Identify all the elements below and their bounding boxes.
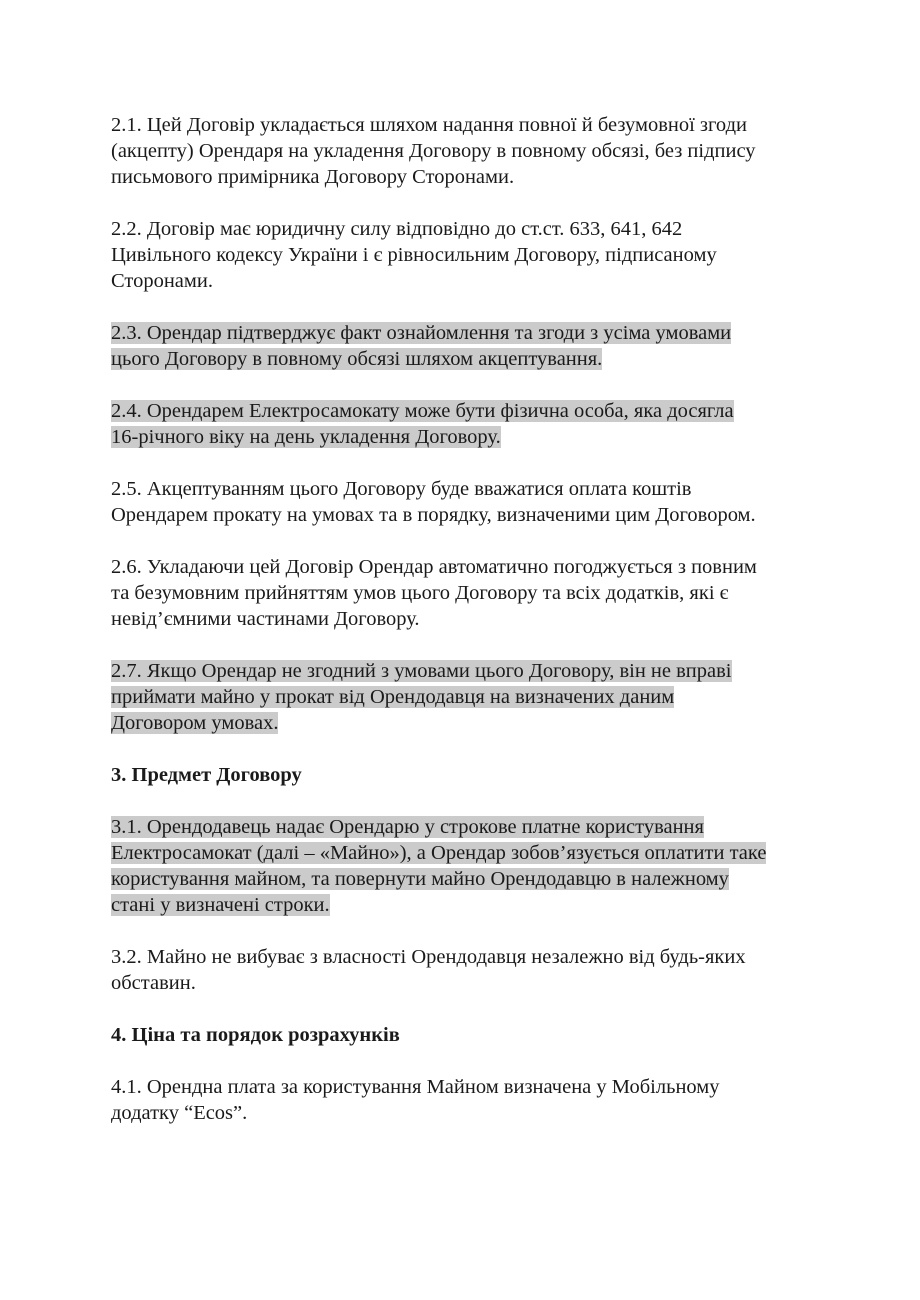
text-line: Цивільного кодексу України і є рівносильним Договору, підписаному	[111, 244, 717, 266]
text-line: Сторонами.	[111, 270, 213, 292]
text-line: Орендарем прокату на умовах та в порядку, визначеними цим Договором.	[111, 504, 756, 526]
highlighted-text-line: цього Договору в повному обсязі шляхом акцептування.	[111, 348, 603, 370]
clause-2-5	[111, 476, 811, 528]
text-line: 2.5. Акцептуванням цього Договору буде вважатися оплата коштів	[111, 478, 692, 500]
text-line: письмового примірника Договору Сторонами.	[111, 166, 515, 188]
highlighted-text-line: користування майном, та повернути майно Орендодавцю в належному	[111, 868, 729, 890]
text-line: 4.1. Орендна плата за користування Майном визначена у Мобільному	[111, 1076, 720, 1098]
clause-4-1	[111, 1074, 811, 1126]
highlighted-text-line: приймати майно у прокат від Орендодавця на визначених даним	[111, 686, 675, 708]
section-4-heading: 4. Ціна та порядок розрахунків	[111, 1024, 400, 1046]
highlighted-text-line: 3.1. Орендодавець надає Орендарю у строкове платне користування	[111, 816, 704, 838]
text-line: та безумовним прийняттям умов цього Договору та всіх додатків, які є	[111, 582, 729, 604]
clause-3-2	[111, 944, 811, 996]
clause-2-2	[111, 216, 811, 294]
highlighted-text-line: 2.3. Орендар підтверджує факт ознайомлення та згоди з усіма умовами	[111, 322, 732, 344]
text-line: (акцепту) Орендаря на укладення Договору в повному обсязі, без підпису	[111, 140, 756, 162]
clause-2-1	[111, 112, 811, 190]
highlighted-text-line: Договором умовах.	[111, 712, 279, 734]
text-line: 3.2. Майно не вибуває з власності Орендодавця незалежно від будь-яких	[111, 946, 746, 968]
highlighted-text-line: 2.4. Орендарем Електросамокату може бути фізична особа, яка досягла	[111, 400, 734, 422]
text-line: 2.2. Договір має юридичну силу відповідно до ст.ст. 633, 641, 642	[111, 218, 683, 240]
clause-2-7-highlighted	[111, 658, 811, 736]
text-line: невід’ємними частинами Договору.	[111, 608, 420, 630]
text-line: додатку “Ecos”.	[111, 1102, 248, 1124]
document-page	[111, 112, 811, 1152]
highlighted-text-line: 16-річного віку на день укладення Договору.	[111, 426, 501, 448]
clause-2-3-highlighted	[111, 320, 811, 372]
text-line: 2.1. Цей Договір укладається шляхом надання повної й безумовної згоди	[111, 114, 747, 136]
text-line: 2.6. Укладаючи цей Договір Орендар автоматично погоджується з повним	[111, 556, 757, 578]
clause-2-4-highlighted	[111, 398, 811, 450]
clause-2-6	[111, 554, 811, 632]
highlighted-text-line: стані у визначені строки.	[111, 894, 330, 916]
highlighted-text-line: 2.7. Якщо Орендар не згодний з умовами цього Договору, він не вправі	[111, 660, 732, 682]
highlighted-text-line: Електросамокат (далі – «Майно»), а Орендар зобов’язується оплатити таке	[111, 842, 767, 864]
text-line: обставин.	[111, 972, 196, 994]
clause-3-1-highlighted	[111, 814, 811, 918]
section-3-heading: 3. Предмет Договору	[111, 764, 302, 786]
